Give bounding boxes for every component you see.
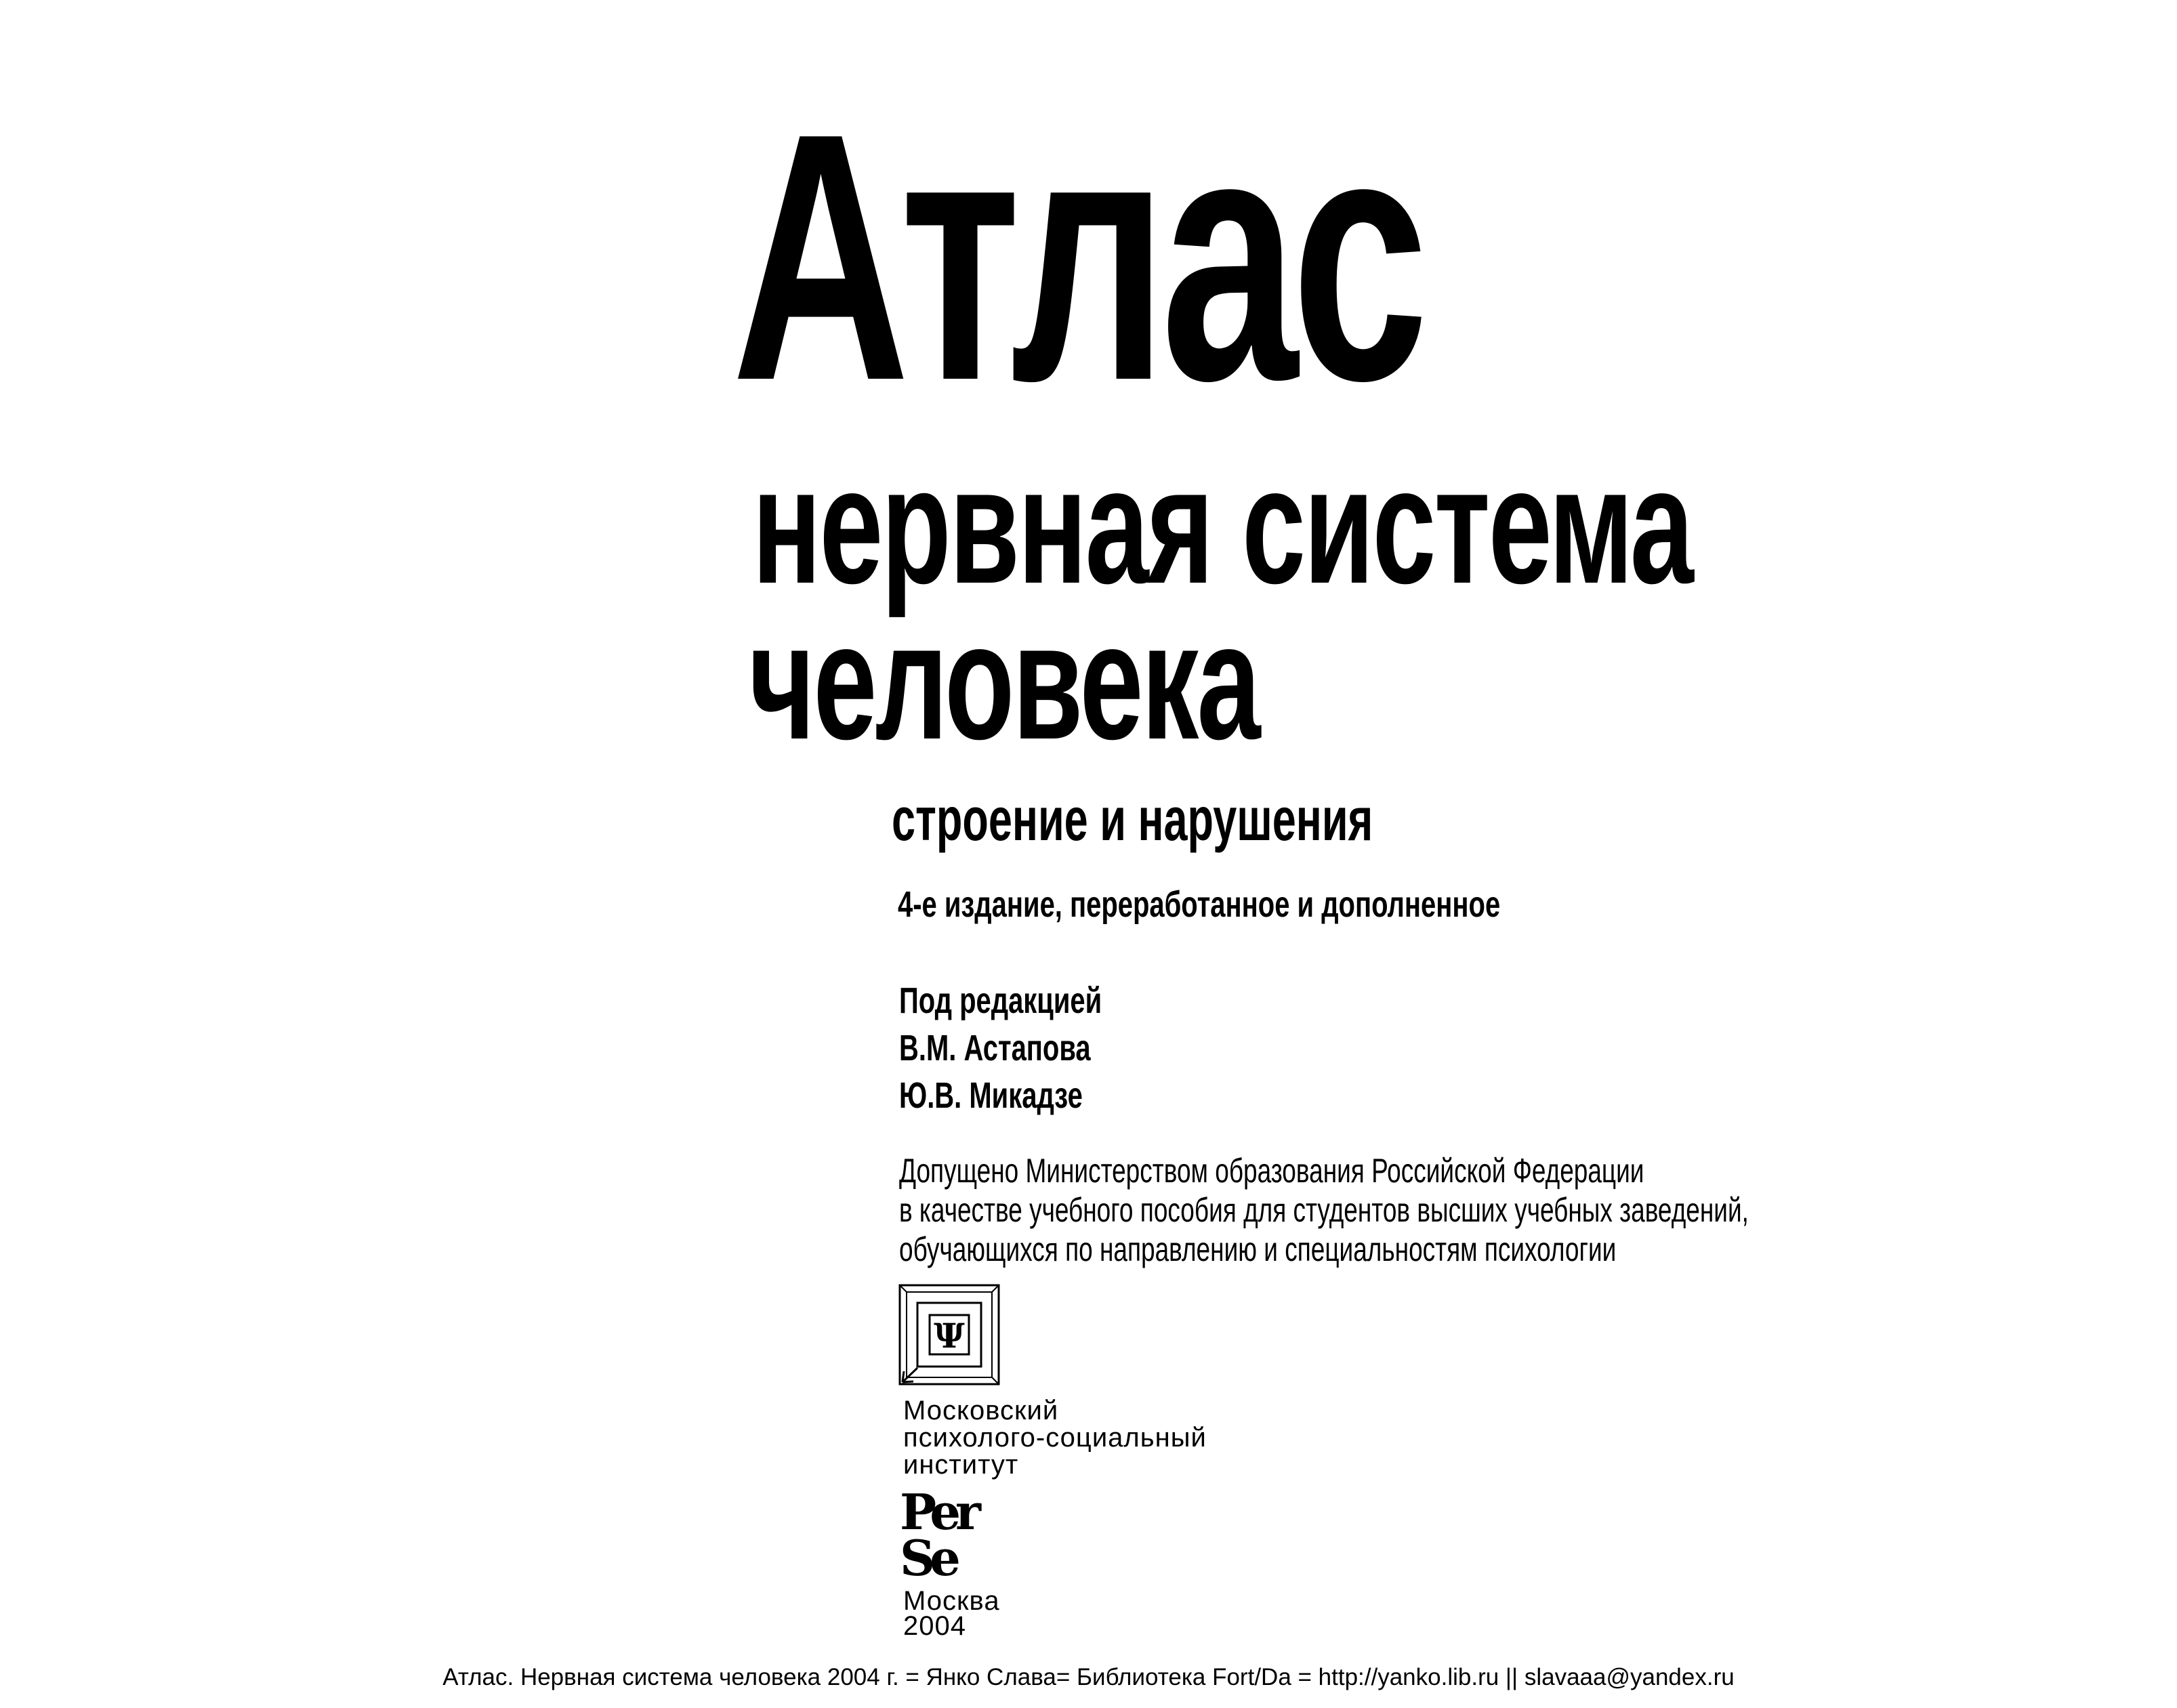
psi-symbol: Ψ — [934, 1316, 965, 1356]
page-footer: Атлас. Нервная система человека 2004 г. = Янко Слава= Библиотека Fort/Da = http://yanko.lib.ru || slavaaa@yandex.ru — [442, 1664, 1735, 1690]
svg-text:Se: Se — [900, 1529, 955, 1582]
edition-note: 4-е издание, переработанное и дополненное — [898, 884, 1501, 925]
imprint-city: Москва — [903, 1586, 1000, 1616]
institute-name-line: Московский — [903, 1396, 1059, 1425]
imprint-year: 2004 — [903, 1611, 966, 1641]
book-title: Атлас — [732, 60, 1422, 454]
approval-line: обучающихся по направлению и специальностям психологии — [899, 1230, 1617, 1268]
editor-name: Ю.В. Микадзе — [899, 1075, 1083, 1116]
psi-frame-logo — [898, 1284, 1000, 1386]
book-subtitle: строение и нарушения — [892, 786, 1373, 854]
per-se-logo — [900, 1487, 991, 1582]
svg-text:Per: Per — [900, 1487, 976, 1541]
editors-intro: Под редакцией — [899, 980, 1102, 1021]
book-title-line-2: человека — [749, 588, 1259, 774]
editor-name: В.М. Астапова — [899, 1028, 1091, 1068]
approval-line: Допущено Министерством образования Российской Федерации — [899, 1152, 1644, 1190]
book-title-line-1: нервная система — [752, 432, 1693, 618]
approval-line: в качестве учебного пособия для студентов высших учебных заведений, — [899, 1191, 1749, 1229]
institute-name-line: институт — [903, 1450, 1019, 1480]
institute-name-line: психолого-социальный — [903, 1423, 1207, 1453]
